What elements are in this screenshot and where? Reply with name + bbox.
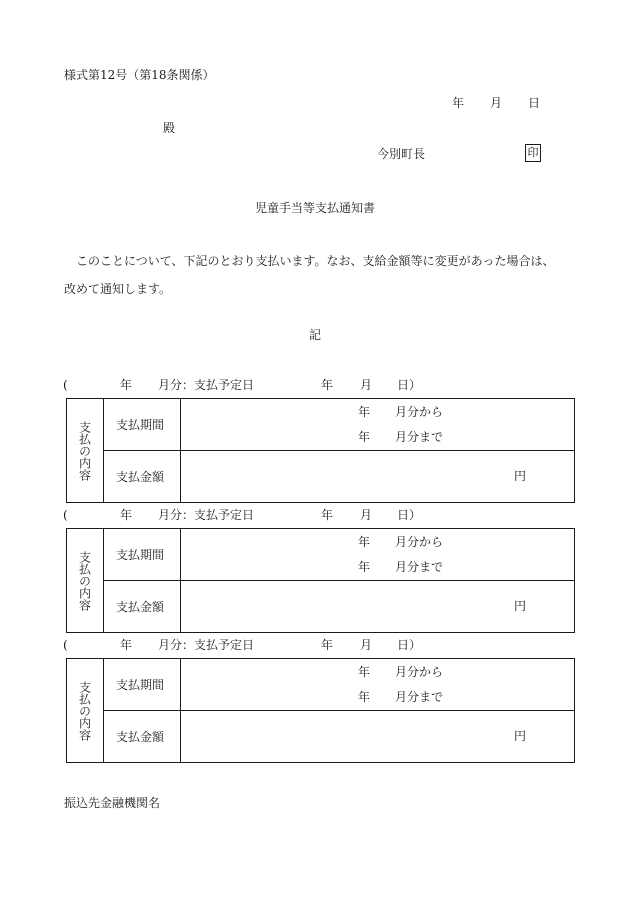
section-label: 支払の内容 bbox=[67, 399, 104, 503]
header-day-close: 日） bbox=[397, 508, 422, 522]
header-day-close: 日） bbox=[397, 638, 422, 652]
period-value bbox=[181, 399, 575, 451]
header-year2: 年 bbox=[321, 638, 334, 652]
yen-unit: 円 bbox=[514, 469, 527, 483]
from-text: 月分から bbox=[395, 405, 444, 419]
period-value bbox=[181, 529, 575, 581]
date-month: 月 bbox=[490, 96, 503, 110]
to-text: 月分まで bbox=[395, 430, 444, 444]
header-year: 年 bbox=[120, 508, 133, 522]
header-day-close: 日） bbox=[397, 378, 422, 392]
bank-label: 振込先金融機関名 bbox=[64, 796, 161, 810]
payment-table bbox=[66, 528, 575, 633]
header-month-part: 月分：支払予定日 bbox=[158, 378, 255, 392]
amount-value bbox=[181, 451, 575, 503]
yen-unit: 円 bbox=[514, 729, 527, 743]
header-year2: 年 bbox=[321, 508, 334, 522]
addressee-suffix: 殿 bbox=[163, 121, 176, 135]
to-year: 年 bbox=[358, 560, 371, 574]
header-open-paren: ( bbox=[63, 378, 68, 392]
header-month-part: 月分：支払予定日 bbox=[158, 638, 255, 652]
payment-table bbox=[66, 658, 575, 763]
from-text: 月分から bbox=[395, 535, 444, 549]
yen-unit: 円 bbox=[514, 599, 527, 613]
period-value bbox=[181, 659, 575, 711]
ki-heading: 記 bbox=[308, 328, 321, 342]
to-year: 年 bbox=[358, 430, 371, 444]
header-month2: 月 bbox=[360, 638, 373, 652]
payment-block-3 bbox=[63, 638, 573, 764]
form-number: 様式第12号（第18条関係） bbox=[64, 68, 215, 82]
header-year: 年 bbox=[120, 378, 133, 392]
period-label: 支払期間 bbox=[104, 659, 181, 711]
to-year: 年 bbox=[358, 690, 371, 704]
from-year: 年 bbox=[358, 665, 371, 679]
payment-table bbox=[66, 398, 575, 503]
period-label: 支払期間 bbox=[104, 399, 181, 451]
block-header bbox=[63, 638, 573, 652]
issuer: 今別町長 bbox=[377, 147, 426, 161]
date-day: 日 bbox=[528, 96, 541, 110]
amount-value bbox=[181, 711, 575, 763]
body-text: このことについて、下記のとおり支払います。なお、支給金額等に変更があった場合は、改めて通知します。 bbox=[64, 254, 555, 296]
header-open-paren: ( bbox=[63, 508, 68, 522]
period-label: 支払期間 bbox=[104, 529, 181, 581]
amount-label: 支払金額 bbox=[104, 711, 181, 763]
header-month-part: 月分：支払予定日 bbox=[158, 508, 255, 522]
amount-label: 支払金額 bbox=[104, 581, 181, 633]
seal-box: 印 bbox=[525, 144, 541, 162]
section-label: 支払の内容 bbox=[67, 529, 104, 633]
from-year: 年 bbox=[358, 535, 371, 549]
document-title: 児童手当等支払通知書 bbox=[254, 201, 375, 215]
header-open-paren: ( bbox=[63, 638, 68, 652]
date-year: 年 bbox=[452, 96, 465, 110]
section-label: 支払の内容 bbox=[67, 659, 104, 763]
block-header bbox=[63, 508, 573, 522]
block-header bbox=[63, 378, 573, 392]
header-year2: 年 bbox=[321, 378, 334, 392]
amount-value bbox=[181, 581, 575, 633]
from-text: 月分から bbox=[395, 665, 444, 679]
header-year: 年 bbox=[120, 638, 133, 652]
to-text: 月分まで bbox=[395, 560, 444, 574]
header-month2: 月 bbox=[360, 378, 373, 392]
amount-label: 支払金額 bbox=[104, 451, 181, 503]
payment-block-1 bbox=[63, 378, 573, 504]
from-year: 年 bbox=[358, 405, 371, 419]
payment-block-2 bbox=[63, 508, 573, 634]
header-month2: 月 bbox=[360, 508, 373, 522]
to-text: 月分まで bbox=[395, 690, 444, 704]
